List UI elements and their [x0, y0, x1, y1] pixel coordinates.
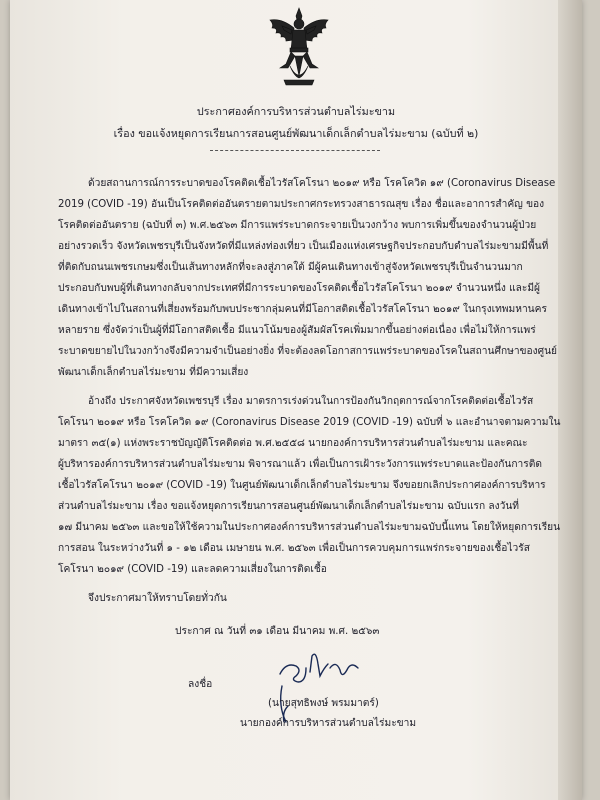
para1-line: พัฒนาเด็กเล็กตำบลไร่มะขาม ที่มีความเสี่ยง [58, 367, 249, 378]
para2-line: อ้างถึง ประกาศจังหวัดเพชรบุรี เรื่อง มาตรการเร่งด่วนในการป้องกันวิกฤตการณ์จากโรคติดต่อเชื้อไวรัส [88, 396, 534, 407]
para2-line: โคโรนา ๒๐๑๙ หรือ โรคโควิด ๑๙ (Coronavirus Disease 2019 (COVID -19) ฉบับที่ ๖ และอำนาจตามความใน [58, 417, 561, 428]
announcement-date: ประกาศ ณ วันที่ ๓๑ เดือน มีนาคม พ.ศ. ๒๕๖๓ [175, 626, 380, 637]
signatory-name: (นายสุทธิพงษ์ พรมมาตร์) [268, 698, 379, 709]
page-shadow [558, 0, 582, 800]
para1-line: เดินทางเข้าไปในสถานที่เสี่ยงพร้อมกับพบประชากลุ่มคนที่มีโอกาสติดเชื้อไวรัสโคโรนา ๒๐๑๙ ในกรุงเทพมหานคร [58, 304, 547, 315]
para2-line: ส่วนตำบลไร่มะขาม เรื่อง ขอแจ้งหยุดการเรียนการสอนศูนย์พัฒนาเด็กเล็กตำบลไร่มะขาม ฉบับแรก ลงวันที่ [58, 501, 520, 512]
subject-line: เรื่อง ขอแจ้งหยุดการเรียนการสอนศูนย์พัฒนาเด็กเล็กตำบลไร่มะขาม (ฉบับที่ ๒) [113, 127, 479, 140]
para1-line: โรคติดต่ออันตราย (ฉบับที่ ๓) พ.ศ.๒๕๖๓ มีการแพร่ระบาดกระจายเป็นวงกว้าง พบการเพิ่มขึ้นของจำนวนผู้ป่วย [58, 220, 537, 231]
para1-line: ที่ติดกับถนนเพชรเกษมซึ่งเป็นเส้นทางหลักที่จะลงสู่ภาคใต้ มีผู้คนเดินทางเข้าสู่จังหวัดเพชรบุรีเป็นจำนวนมาก [58, 262, 523, 273]
handwritten-signature-icon [272, 646, 392, 726]
para2-line: เชื้อไวรัสโคโรนา ๒๐๑๙ (COVID -19) ในศูนย์พัฒนาเด็กเล็กตำบลไร่มะขาม จึงขอยกเลิกประกาศองค์การบริหาร [58, 480, 546, 491]
signatory-position: นายกองค์การบริหารส่วนตำบลไร่มะขาม [240, 718, 417, 729]
para2-line: มาตรา ๓๕(๑) แห่งพระราชบัญญัติโรคติดต่อ พ.ศ.๒๕๕๘ นายกองค์การบริหารส่วนตำบลไร่มะขาม และคณะ [58, 438, 528, 449]
para2-line: โคโรนา ๒๐๑๙ (COVID -19) และลดความเสี่ยงในการติดเชื้อ [58, 564, 327, 575]
para1-line: หลายราย ซึ่งจัดว่าเป็นผู้ที่มีโอกาสติดเชื้อ มีแนวโน้มของผู้สัมผัสโรคเพิ่มมากขึ้นอย่างต่อเนื่อง เพื่อไม่ให้การแพร่ [58, 325, 536, 336]
document-page [10, 0, 582, 800]
para1-line: 2019 (COVID -19) อันเป็นโรคติดต่ออันตรายตามประกาศกระทรวงสาธารณสุข เรื่อง ชื่อและอาการสำคัญ ของ [58, 199, 545, 210]
garuda-emblem-icon [264, 6, 334, 88]
para1-line: ระบาดขยายไปในวงกว้างจึงมีความจำเป็นอย่างยิ่ง ที่จะต้องลดโอกาสการแพร่ระบาดของโรคในสถานศึกษาของศูนย์ [58, 346, 558, 357]
para1-line: ด้วยสถานการณ์การระบาดของโรคติดเชื้อไวรัสโคโรนา ๒๐๑๙ หรือ โรคโควิด ๑๙ (Coronavirus Disease [88, 178, 556, 189]
signature-label: ลงชื่อ [188, 679, 213, 690]
para2-line: ๑๗ มีนาคม ๒๕๖๓ และขอให้ใช้ความในประกาศองค์การบริหารส่วนตำบลไร่มะขามฉบับนี้แทน โดยให้หยุดการเรียน [58, 522, 561, 533]
separator-line [210, 150, 380, 151]
para1-line: อย่างรวดเร็ว จังหวัดเพชรบุรีเป็นจังหวัดที่มีแหล่งท่องเที่ยว เป็นเมืองแห่งเศรษฐกิจประกอบกับตำบลไร่มะขามมีพื้นที่ [58, 241, 549, 252]
para2-line: การสอน ในระหว่างวันที่ ๑ - ๑๒ เดือน เมษายน พ.ศ. ๒๕๖๓ เพื่อเป็นการควบคุมการแพร่กระจายของเชื้อไวรัส [58, 543, 530, 554]
para2-line: ผู้บริหารองค์การบริหารส่วนตำบลไร่มะขาม พิจารณาแล้ว เพื่อเป็นการเฝ้าระวังการแพร่ระบาดและป้องกันการติด [58, 459, 542, 470]
org-title: ประกาศองค์การบริหารส่วนตำบลไร่มะขาม [196, 105, 396, 118]
closing-line: จึงประกาศมาให้ทราบโดยทั่วกัน [88, 593, 227, 604]
para1-line: ประกอบกับพบผู้ที่เดินทางกลับจากประเทศที่มีการระบาดของโรคติดเชื้อไวรัสโคโรนา ๒๐๑๙ จำนวนหนึ่ง และมีผู้ [58, 283, 541, 294]
